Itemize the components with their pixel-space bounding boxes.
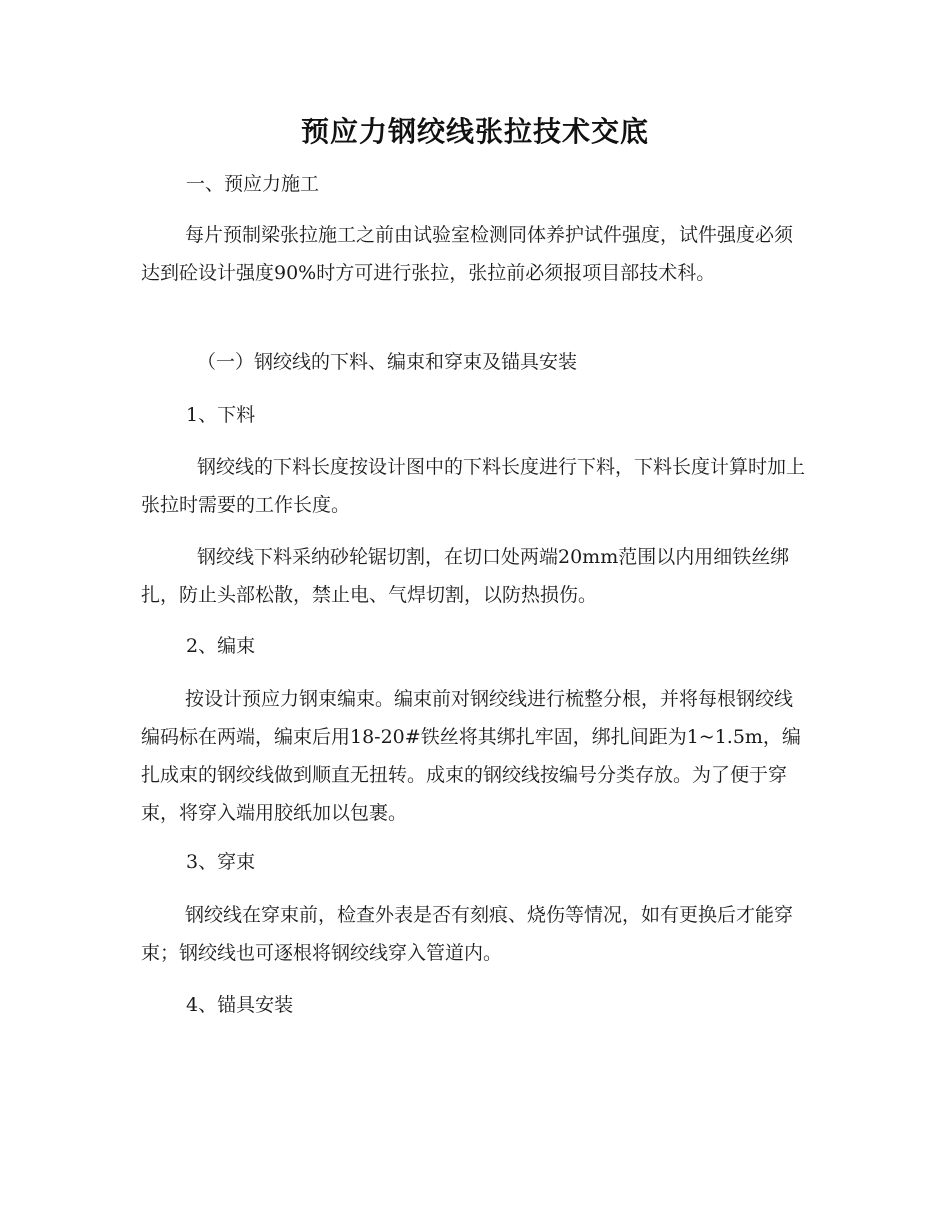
section-heading-prestress: 一、预应力施工 [186,173,320,195]
paragraph-threading: 钢绞线在穿束前，检查外表是否有刻痕、烧伤等情况，如有更换后才能穿束；钢绞线也可逐根将钢绞线穿入管道内。 [141,904,794,964]
item-heading-anchor-install: 4、锚具安装 [186,994,294,1016]
paragraph-cutting-length: 钢绞线的下料长度按设计图中的下料长度进行下料，下料长度计算时加上张拉时需要的工作长度。 [141,456,806,516]
document-title: 预应力钢绞线张拉技术交底 [300,115,649,148]
subsection-heading-strand: （一）钢绞线的下料、编束和穿束及锚具安装 [197,351,578,373]
paragraph-bundling: 按设计预应力钢束编束。编束前对钢绞线进行梳整分根，并将每根钢绞线编码标在两端，编束后用18-20#铁丝将其绑扎牢固，绑扎间距为1~1.5m，编扎成束的钢绞线做到顺直无扭转。成束的钢绞线按编号分类存放。为了便于穿束，将穿入端用胶纸加以包裹。 [141,688,801,824]
item-heading-cutting: 1、下料 [186,404,256,426]
paragraph-strength-requirement: 每片预制梁张拉施工之前由试验室检测同体养护试件强度，试件强度必须达到砼设计强度90%时方可进行张拉，张拉前必须报项目部技术科。 [141,224,794,284]
paragraph-cutting-method: 钢绞线下料采纳砂轮锯切割，在切口处两端20mm范围以内用细铁丝绑扎，防止头部松散，禁止电、气焊切割，以防热损伤。 [141,546,790,606]
item-heading-threading: 3、穿束 [186,851,256,873]
item-heading-bundling: 2、编束 [186,635,256,657]
